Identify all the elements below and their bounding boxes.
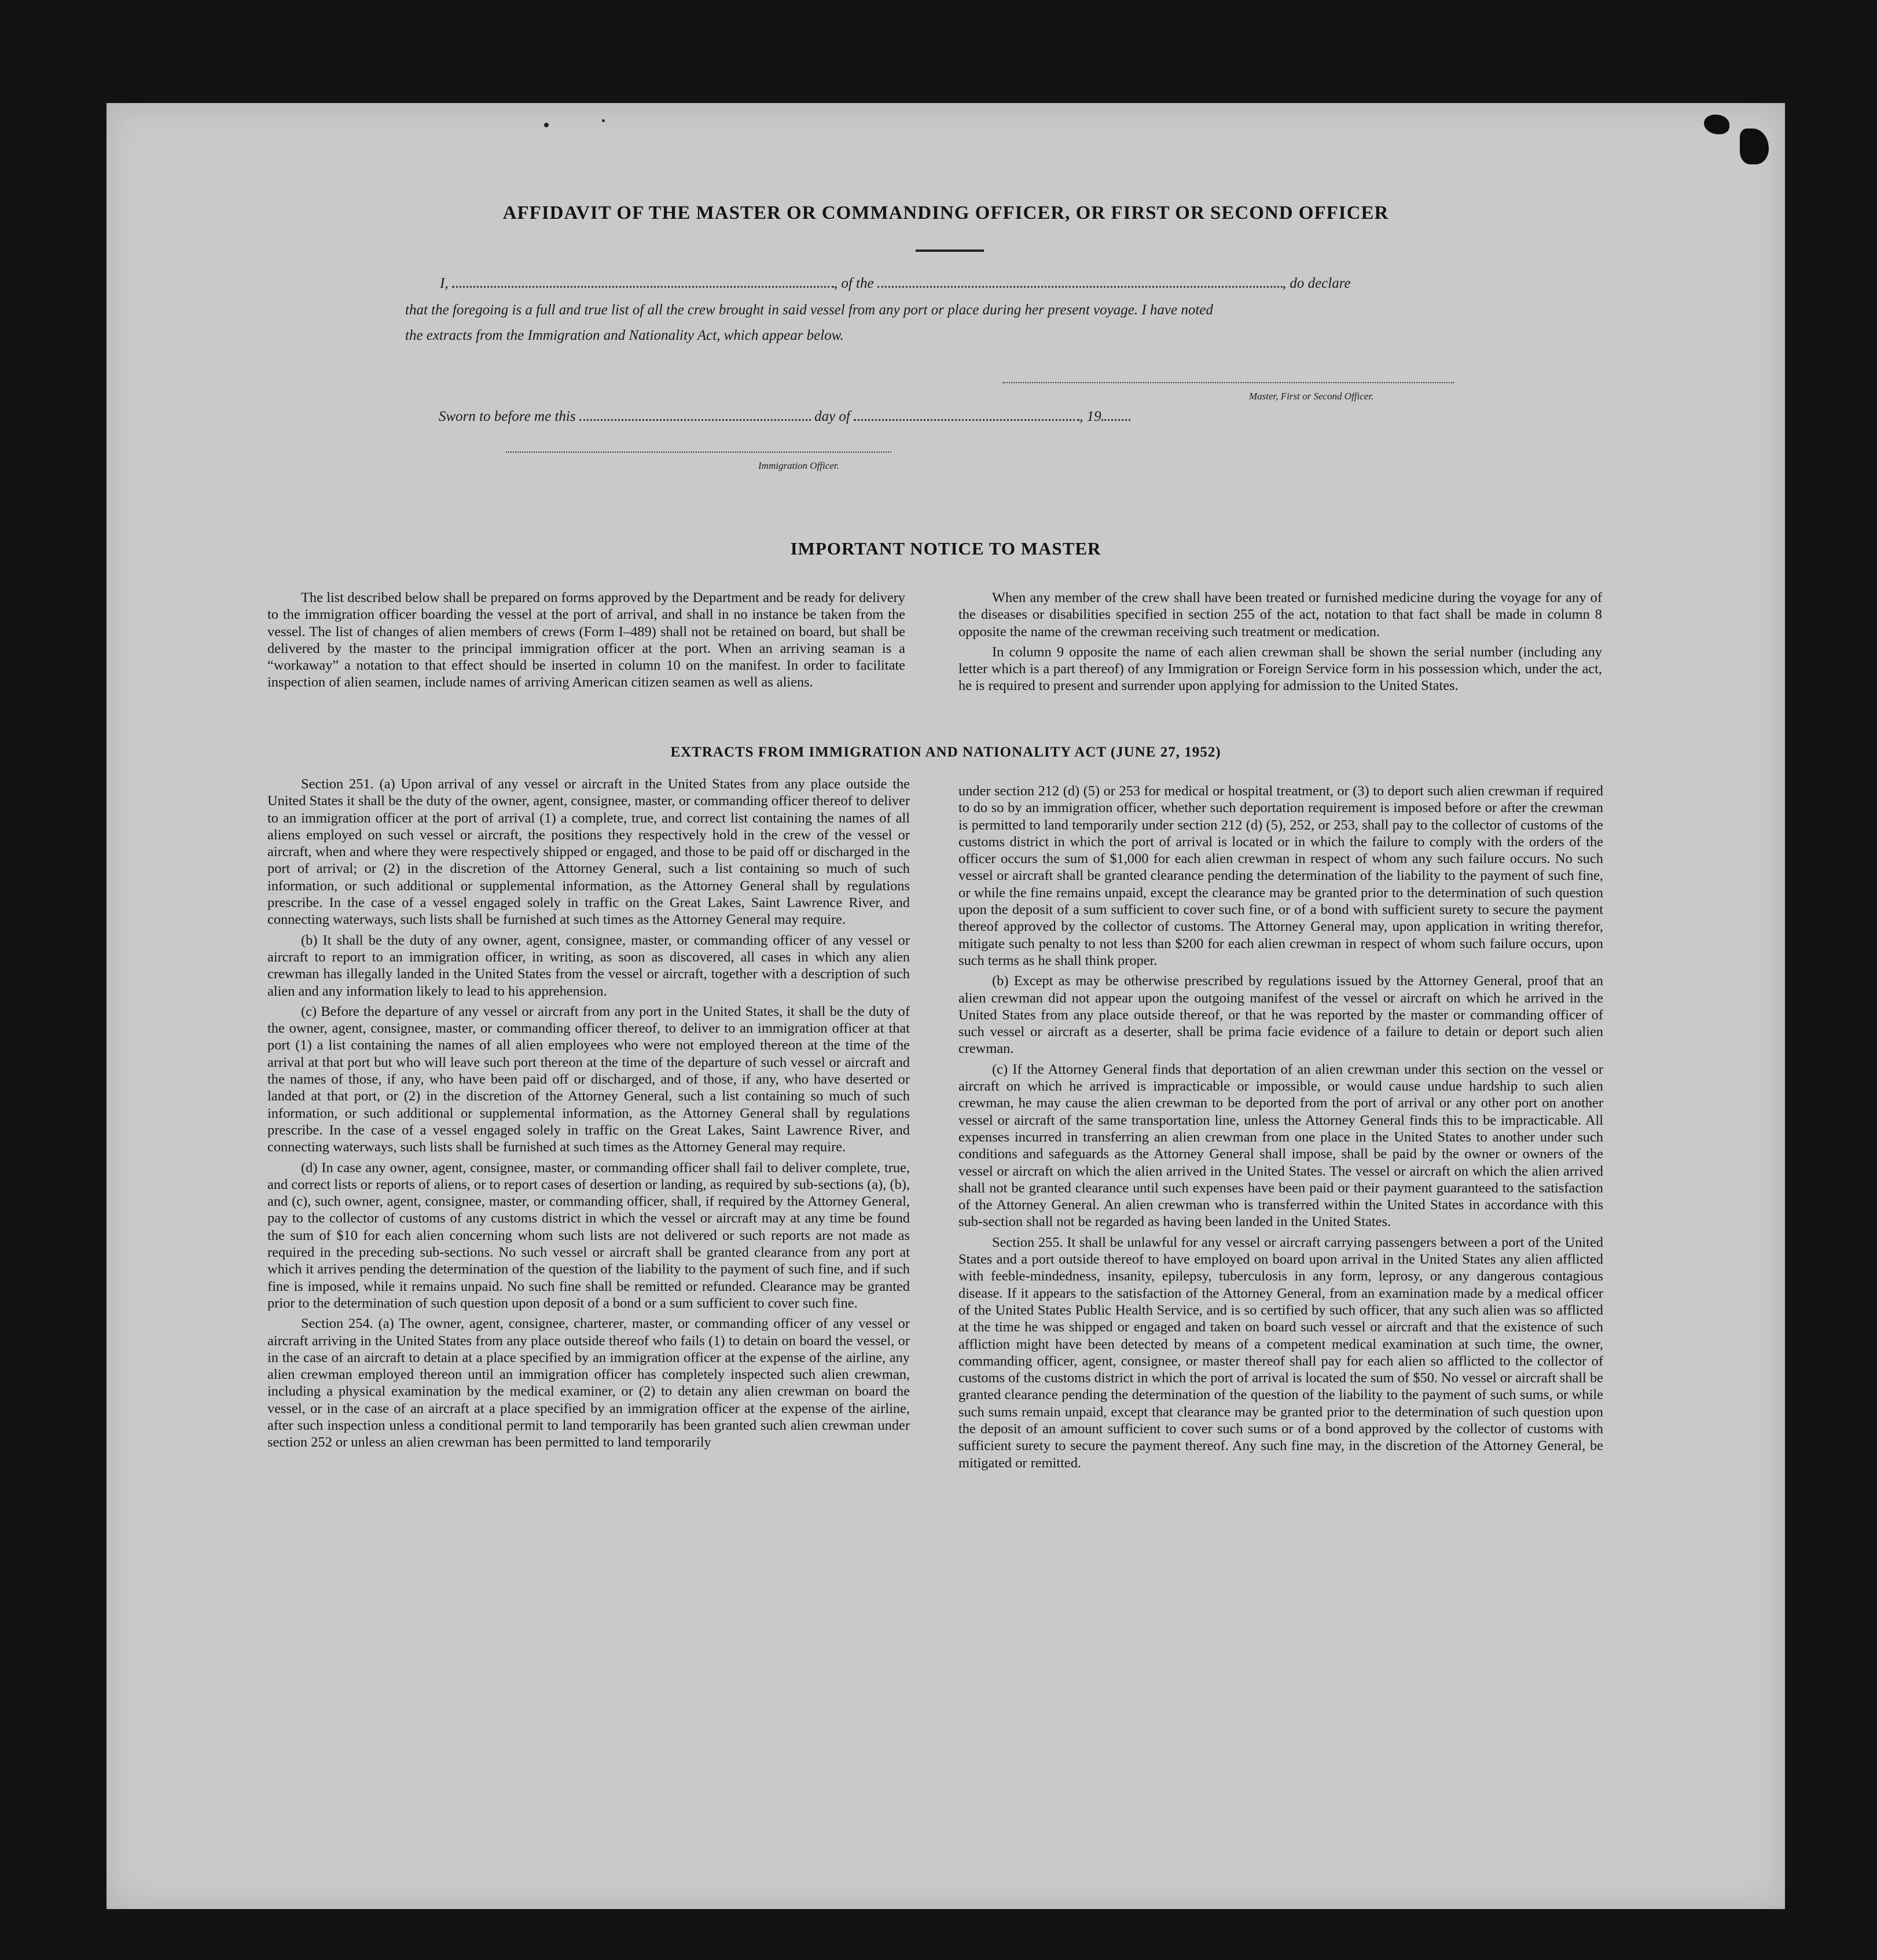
form-sheet [106, 103, 1785, 1909]
title-rule [916, 249, 984, 252]
extract-paragraph: (b) Except as may be otherwise prescribed by regulations issued by the Attorney General, proof that an alien crewman did not appear upon the outgoing manifest of the vessel or aircraft on which he arrived in the United States from any place outside thereof, or that he was reported by the master or commanding officer of such vessel or aircraft as a deserter, shall be prima facie evidence of a failure to detain or deport such alien crewman. [958, 973, 1603, 1057]
extract-paragraph: Section 251. (a) Upon arrival of any vessel or aircraft in the United States from any place outside the United States it shall be the duty of the owner, agent, consignee, master, or commanding officer thereof to deliver to an immigration officer at the port of arrival (1) a complete, true, and correct list containing the names of all aliens employed on such vessel or aircraft, the positions they respectively hold in the crew of the vessel or aircraft, when and where they were respectively shipped or engaged, and those to be paid off or discharged in the port of arrival; or (2) in the discretion of the Attorney General, such a list containing so much of such information, or such additional or supplemental information, as the Attorney General shall by regulations prescribe. In the case of a vessel engaged solely in traffic on the Great Lakes, Saint Lawrence River, and connecting waterways, such lists shall be furnished at such times as the Attorney General may require. [267, 776, 910, 928]
sworn-line [439, 409, 1130, 425]
notice-title: IMPORTANT NOTICE TO MASTER [790, 538, 1101, 559]
extracts-left-column [267, 776, 910, 1451]
extract-paragraph: Section 255. It shall be unlawful for any vessel or aircraft carrying passengers between a port of the United States and a port outside thereof to have employed on board upon arrival in the United States any alien afflicted with feeble-mindedness, insanity, epilepsy, tuberculosis in any form, leprosy, or any dangerous contagious disease. If it appears to the satisfaction of the Attorney General, from an examination made by a medical officer of the United States Public Health Service, and is so certified by such officer, that any such alien was so afflicted at the time he was shipped or engaged and taken on board such vessel or aircraft and that the existence of such affliction might have been detected by means of a competent medical examination at such time, the owner, commanding officer, agent, consignee, or master thereof shall pay for each alien so afflicted to the collector of customs of the customs district in which the port of arrival is located the sum of $50. No vessel or aircraft shall be granted clearance pending the determination of the question of the liability to the payment of such sums, or while such sums remain unpaid, except that clearance may be granted prior to the determination of such question upon the deposit of an amount sufficient to cover such sums or of a bond approved by the collector of customs with sufficient surety to secure the payment thereof. Any such fine may, in the discretion of the Attorney General, be mitigated or remitted. [958, 1234, 1603, 1471]
day-of-label: day of [814, 409, 850, 424]
dust-speck [544, 123, 549, 127]
extract-paragraph: under section 212 (d) (5) or 253 for medical or hospital treatment, or (3) to deport such alien crewman if required to do so by an immigration officer, whether such deportation requirement is imposed before or after the crewman is permitted to land temporarily under section 212 (d) (5), 252, or 253, shall pay to the collector of customs of the customs district in which the port of arrival is located or in which the failure to comply with the orders of the officer occurs the sum of $1,000 for each alien crewman in respect of whom any such failure occurs. No such vessel or aircraft shall be granted clearance pending the determination of the liability to the payment of such fine, or while the fine remains unpaid, except the clearance may be granted prior to the determination of such question upon the deposit of a sum sufficient to cover such fine, or of a bond with sufficient surety to secure the payment thereof approved by the collector of customs. The Attorney General may, upon application in writing therefor, mitigate such penalty to not less than $200 for each alien crewman in respect of whom such failure occurs, upon such terms as he shall think proper. [958, 783, 1603, 968]
officer-signature-caption: Immigration Officer. [758, 460, 839, 471]
vessel-blank [877, 276, 1283, 288]
statement-line-1: that the foregoing is a full and true list of all the crew brought in said vessel from any port or place during her present voyage. I have noted [405, 302, 1213, 318]
ink-blot [1740, 129, 1769, 164]
extract-paragraph: (d) In case any owner, agent, consignee, master, or commanding officer shall fail to deliver complete, true, and correct lists or reports of aliens, or to report cases of desertion or landing, as required by sub-sections (a), (b), and (c), such owner, agent, consignee, master, or commanding officer, shall, if required by the Attorney General, pay to the collector of customs of any customs district in which the vessel or aircraft may at any time be found the sum of $10 for each alien concerning whom such lists are not delivered or such reports are not made as required in the preceding sub-sections. No such vessel or aircraft shall be granted clearance from any port at which it arrives pending the determination of the question of the liability to the payment of such fine, and if such fine is imposed, while it remains unpaid. No such fine shall be remitted or refunded. Clearance may be granted prior to the determination of such question upon deposit of a bond or a sum sufficient to cover such fine. [267, 1159, 910, 1311]
of-the-label: , of the [833, 276, 874, 291]
declaration-i-label: I, [440, 276, 449, 291]
do-declare-label: , do declare [1282, 276, 1351, 291]
sworn-month-blank [854, 409, 1079, 421]
officer-signature-line [506, 452, 891, 453]
year-blank [1101, 409, 1130, 421]
ink-blot [1704, 115, 1729, 134]
notice-left-column [267, 589, 905, 691]
name-blank [452, 276, 834, 288]
master-signature-line [1002, 382, 1454, 383]
extract-paragraph: (c) If the Attorney General finds that deportation of an alien crewman under this section on the vessel or aircraft on which he arrived is impracticable or impossible, or would cause undue hardship to such alien crewman, he may cause the alien crewman to be deported from the port of arrival or any other port on another vessel or aircraft of the same transportation line, unless the Attorney General finds this to be impracticable. All expenses incurred in transferring an alien crewman from one place in the United States to another under such conditions and safeguards as the Attorney General shall impose, shall be paid by the owner or owners of the vessel or aircraft on which the alien arrived in the United States. The vessel or aircraft on which the alien arrived shall not be granted clearance until such expenses have been paid or their payment guaranteed to the satisfaction of the Attorney General. An alien crewman who is transferred within the United States in accordance with this sub-section shall not be regarded as having been landed in the United States. [958, 1061, 1603, 1230]
extract-paragraph: (b) It shall be the duty of any owner, agent, consignee, master, or commanding officer of any vessel or aircraft to report to an immigration officer, in writing, as soon as discovered, all cases in which any alien crewman has illegally landed in the United States from the vessel or aircraft, together with a description of such alien and any information likely to lead to his apprehension. [267, 932, 910, 999]
notice-paragraph: When any member of the crew shall have been treated or furnished medicine during the voyage for any of the diseases or disabilities specified in section 255 of the act, notation to that fact shall be made in column 8 opposite the name of the crewman receiving such treatment or medication. [958, 590, 1602, 640]
statement-line-2: the extracts from the Immigration and Nationality Act, which appear below. [405, 328, 844, 343]
notice-paragraph: In column 9 opposite the name of each alien crewman shall be shown the serial number (including any letter which is a part thereof) of any Immigration or Foreign Service form in his possession which, under the act, he is required to present and surrender upon applying for admission to the United States. [958, 644, 1602, 694]
extracts-right-column [958, 783, 1603, 1471]
declaration-line [440, 276, 1351, 292]
notice-paragraph: The list described below shall be prepared on forms approved by the Department and be ready for delivery to the immigration officer boarding the vessel at the port of arrival, and shall in no instance be taken from the vessel. The list of changes of alien members of crews (Form I–489) shall not be retained on board, but shall be delivered by the master to the principal immigration officer at the port. When an arriving seaman is a “workaway” a notation to that effect should be inserted in column 10 on the manifest. In order to facilitate inspection of alien seamen, include names of arriving American citizen seamen as well as aliens. [267, 590, 905, 691]
affidavit-title: AFFIDAVIT OF THE MASTER OR COMMANDING OFFICER, OR FIRST OR SECOND OFFICER [502, 203, 1389, 223]
notice-right-column [958, 589, 1602, 695]
year-label: , 19 [1079, 409, 1101, 424]
extract-paragraph: Section 254. (a) The owner, agent, consignee, charterer, master, or commanding officer of any vessel or aircraft arriving in the United States from any place outside thereof who fails (1) to detain on board the vessel, or in the case of an aircraft to detain at a place specified by an immigration officer at the expense of the airline, any alien crewman employed thereon until an immigration officer has completely inspected such alien crewman, including a physical examination by the medical examiner, or (2) to detain any alien crewman on board the vessel, or in the case of an aircraft at a place specified by an immigration officer at the expense of the airline, after such inspection unless a conditional permit to land temporarily has been granted such alien crewman under section 252 or unless an alien crewman has been permitted to land temporarily [267, 1316, 910, 1451]
sworn-date-blank [579, 409, 811, 421]
extracts-title: EXTRACTS FROM IMMIGRATION AND NATIONALITY ACT (JUNE 27, 1952) [670, 744, 1221, 760]
dust-speck [602, 119, 605, 122]
extract-paragraph: (c) Before the departure of any vessel or aircraft from any port in the United States, it shall be the duty of the owner, agent, consignee, master, or commanding officer thereof, to deliver to an immigration officer at that port (1) a list containing the names of all alien employees who were not employed thereon at the time of the arrival at that port but who will leave such port thereon at the time of the departure of such vessel or aircraft and the names of those, if any, who have been paid off or discharged, and of those, if any, who have deserted or landed at that port, or (2) in the discretion of the Attorney General, such a list containing so much of such information, or such additional or supplemental information, as the Attorney General shall by regulations prescribe. In the case of a vessel engaged solely in traffic on the Great Lakes, Saint Lawrence River, and connecting waterways, such lists shall be furnished at such times as the Attorney General may require. [267, 1003, 910, 1155]
sworn-prefix: Sworn to before me this [439, 409, 576, 424]
master-signature-caption: Master, First or Second Officer. [1249, 391, 1374, 402]
